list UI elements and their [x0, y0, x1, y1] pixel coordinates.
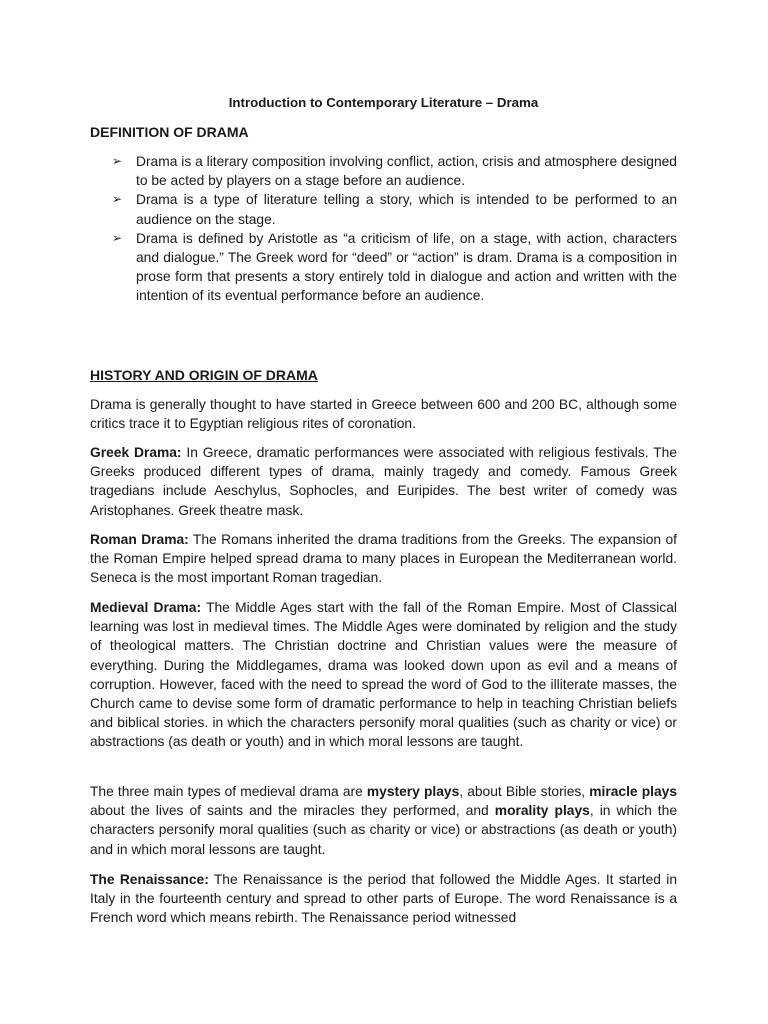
definition-heading: DEFINITION OF DRAMA	[90, 124, 249, 140]
definition-text: Drama is a literary composition involving conflict, action, crisis and atmosphere designed to be acted by players on a stage before an audience.	[136, 154, 677, 189]
arrow-bullet-icon: ➢	[112, 192, 123, 207]
medieval-drama-paragraph	[90, 598, 677, 752]
renaissance-text: The Renaissance is the period that followed the Middle Ages. It started in Italy in the fourteenth century and spread to other parts of Europe. The word Renaissance is a French word which means rebirth. The Renaissance period witnessed	[90, 872, 677, 926]
miracle-plays-term: miracle plays	[589, 784, 678, 799]
types-text-2: , about Bible stories,	[459, 784, 590, 799]
mystery-plays-term: mystery plays	[366, 784, 460, 799]
history-heading: HISTORY AND ORIGIN OF DRAMA	[90, 367, 318, 383]
medieval-types-paragraph	[90, 782, 677, 859]
roman-drama-text: The Romans inherited the drama traditions from the Greeks. The expansion of the Roman Empire helped spread drama to many places in European the Mediterranean world. Seneca is the most important Roman tragedian.	[90, 532, 677, 586]
definition-text: Drama is defined by Aristotle as “a criticism of life, on a stage, with action, characters and dialogue.” The Greek word for “deed” or “action” is dram. Drama is a composition in prose form that presents a story entirely told in dialogue and action and written with the intention of its eventual performance before an audience.	[136, 230, 677, 304]
arrow-bullet-icon: ➢	[112, 230, 123, 245]
list-item	[112, 229, 677, 306]
morality-plays-term: morality plays	[494, 803, 590, 819]
greek-drama-label: Greek Drama:	[90, 445, 182, 460]
list-item	[112, 190, 677, 228]
medieval-drama-text: The Middle Ages start with the fall of the Roman Empire. Most of Classical learning was lost in medieval times. The Middle Ages were dominated by religion and the study of theological matters. The Christian doctrine and Christian values were the measure of everything. During the Middlegames, drama was looked down upon as evil and a means of corruption. However, faced with the need to spread the word of God to the illiterate masses, the Church came to devise some form of dramatic performance to help in teaching Christian beliefs and biblical stories. in which the characters personify moral qualities (such as charity or vice) or abstractions (as death or youth) and in which moral lessons are taught.	[90, 600, 677, 750]
types-text-4: , in which the characters personify moral qualities (such as charity or vice) or abstractions (as death or youth) and in which moral lessons are taught.	[90, 803, 677, 857]
renaissance-label: The Renaissance:	[90, 872, 209, 887]
types-text-1: The three main types of medieval drama are	[90, 784, 367, 799]
renaissance-paragraph	[90, 870, 677, 928]
greek-drama-text: In Greece, dramatic performances were associated with religious festivals. The Greeks produced different types of drama, mainly tragedy and comedy. Famous Greek tragedians include Aeschylus, Sophocles, and Euripides. The best writer of comedy was Aristophanes. Greek theatre mask.	[90, 445, 677, 518]
document-title: Introduction to Contemporary Literature – Drama	[228, 95, 539, 110]
list-item	[112, 152, 677, 190]
history-intro-paragraph: Drama is generally thought to have started in Greece between 600 and 200 BC, although some critics trace it to Egyptian religious rites of coronation.	[90, 397, 677, 432]
roman-drama-label: Roman Drama:	[90, 532, 189, 547]
roman-drama-paragraph	[90, 530, 677, 588]
types-text-3: about the lives of saints and the miracles they performed, and	[90, 803, 495, 819]
definition-text: Drama is a type of literature telling a story, which is intended to be performed to an audience on the stage.	[136, 192, 677, 227]
arrow-bullet-icon: ➢	[112, 154, 123, 168]
definition-list	[112, 152, 677, 306]
medieval-drama-label: Medieval Drama:	[90, 600, 202, 615]
greek-drama-paragraph	[90, 443, 677, 520]
